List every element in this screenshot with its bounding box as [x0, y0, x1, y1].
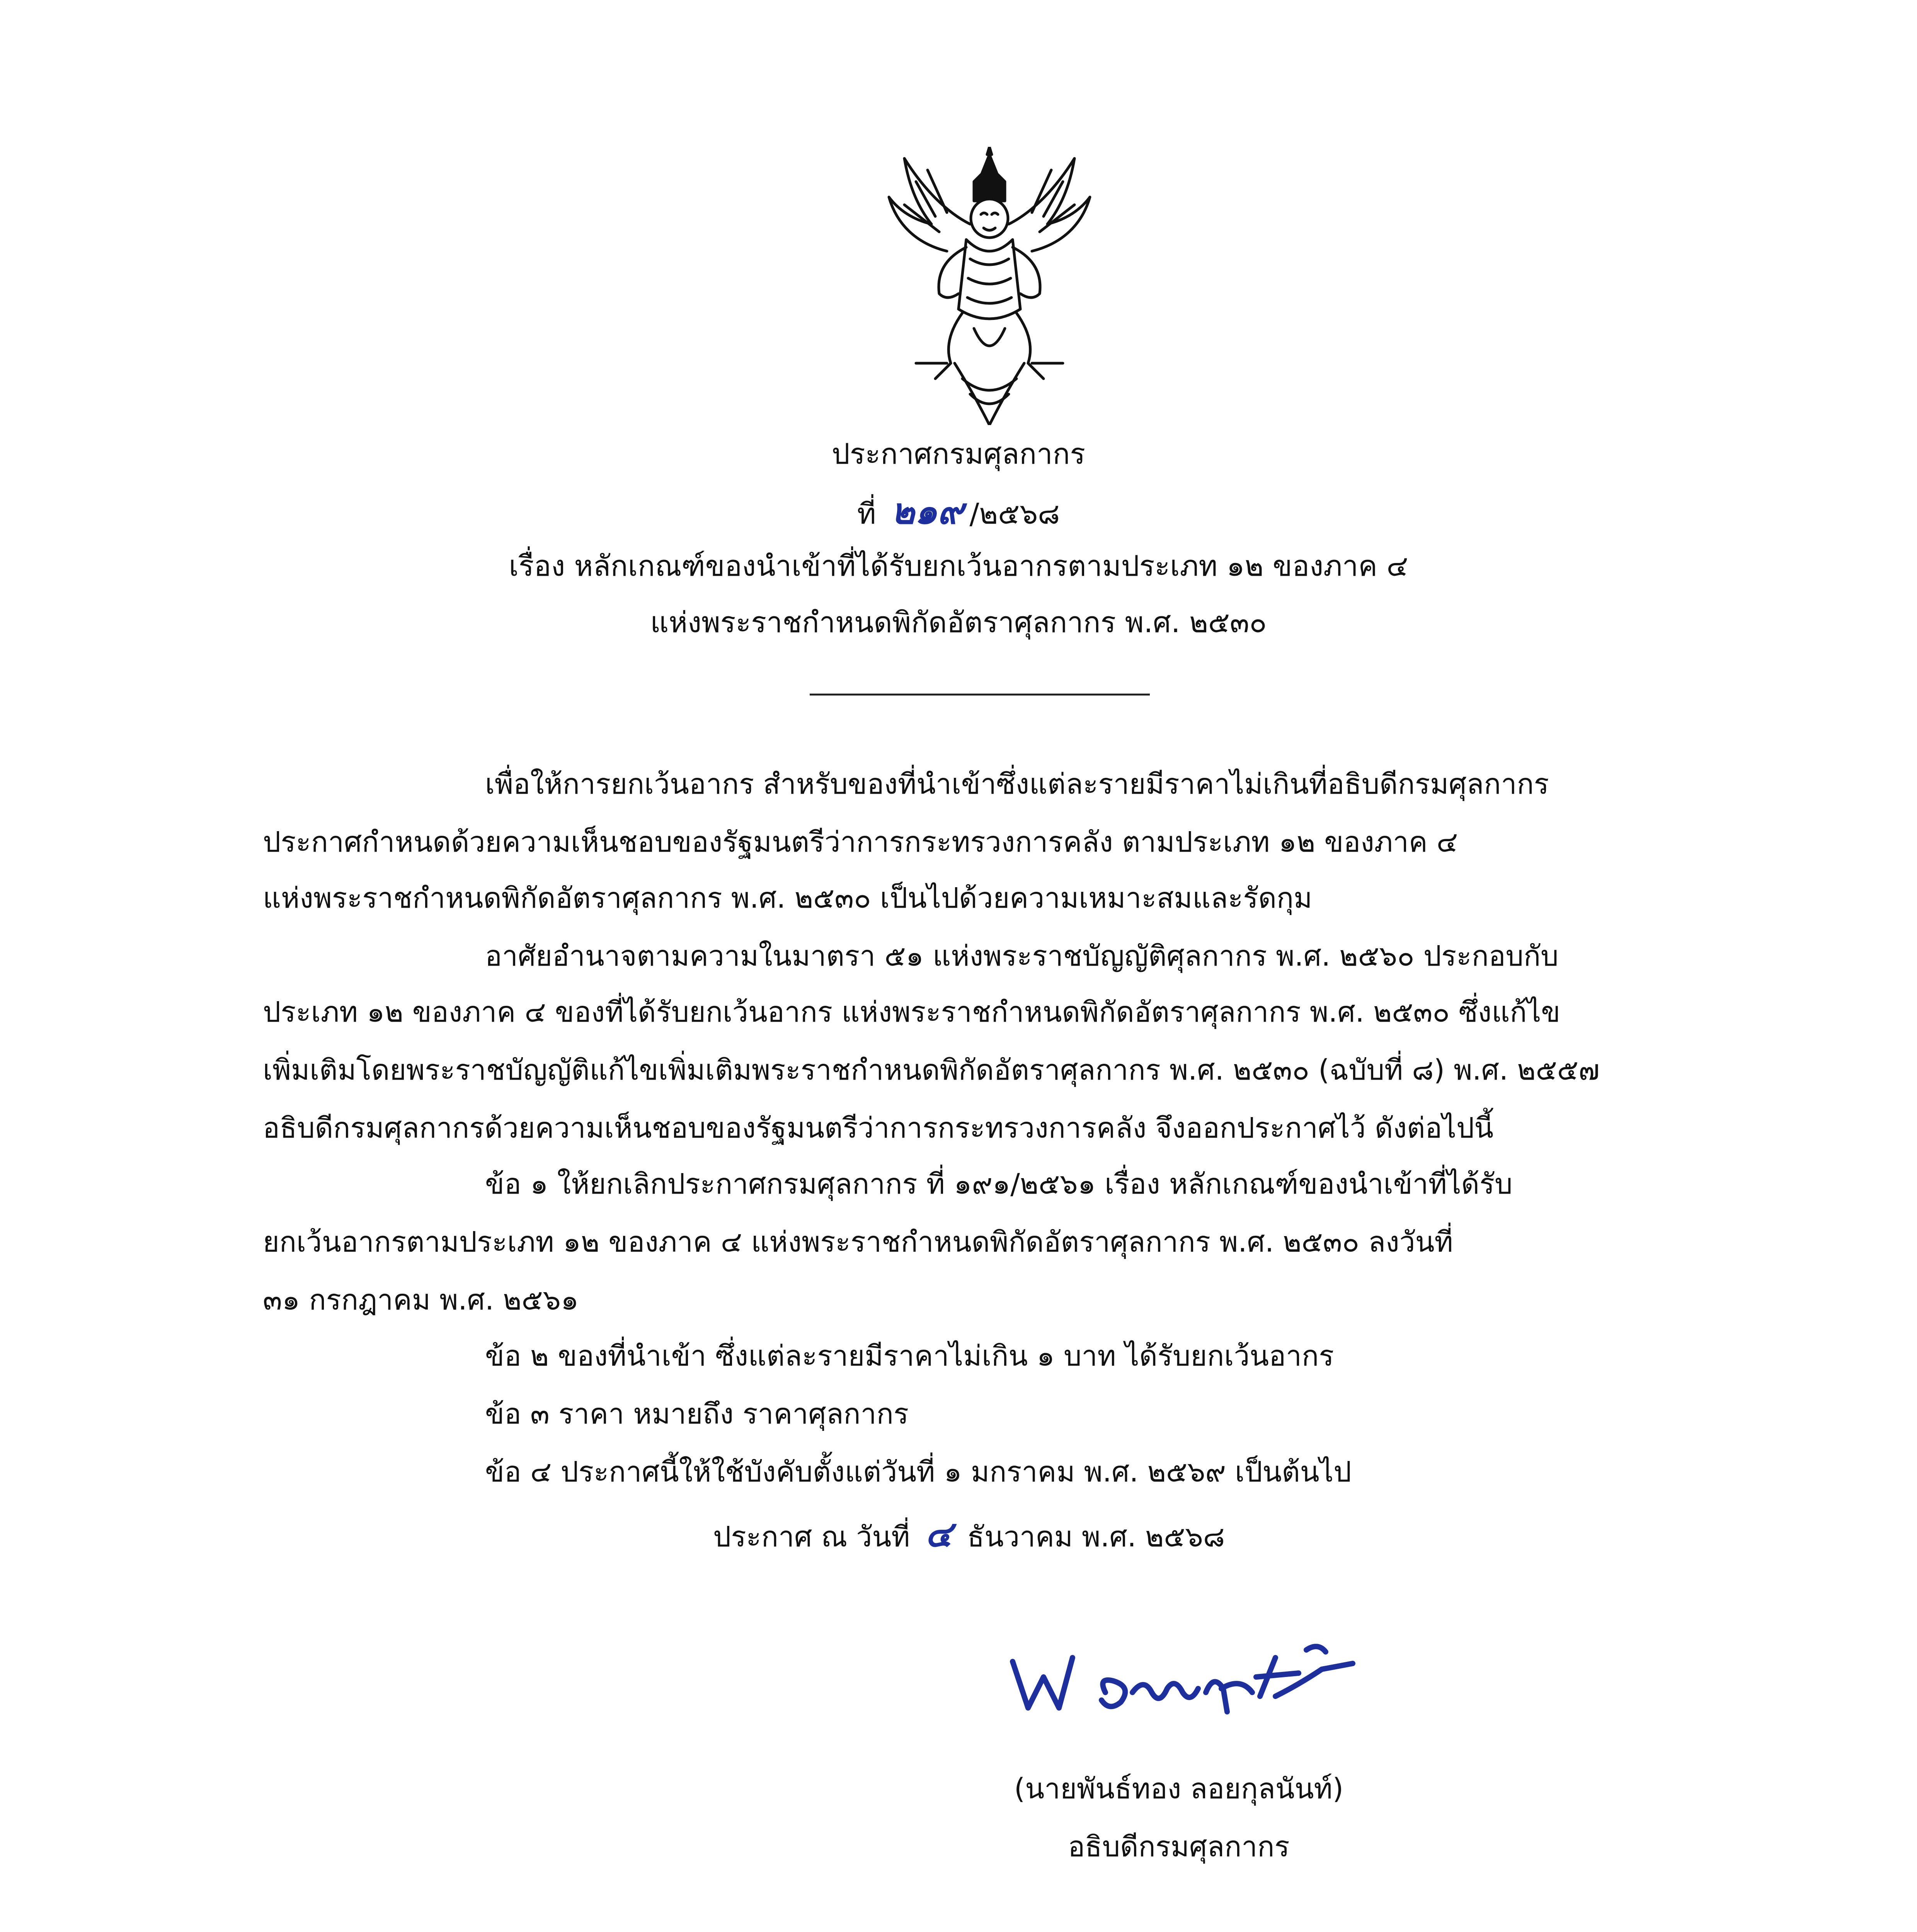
- handwritten-number: ๒๑๙: [891, 490, 964, 532]
- body-line: ประเภท ๑๒ ของภาค ๔ ของที่ได้รับยกเว้นอากร แห่งพระราชกำหนดพิกัดอัตราศุลกากร พ.ศ. ๒๕๓๐ ซึ่งแก้ไข: [263, 996, 1561, 1029]
- body-line: เพื่อให้การยกเว้นอากร สำหรับของที่นำเข้าซึ่งแต่ละรายมีราคาไม่เกินที่อธิบดีกรมศุลกากร: [485, 768, 1549, 801]
- clause-1-line: ยกเว้นอากรตามประเภท ๑๒ ของภาค ๔ แห่งพระราชกำหนดพิกัดอัตราศุลกากร พ.ศ. ๒๕๓๐ ลงวันที่: [263, 1226, 1453, 1259]
- issue-date-line: [713, 1513, 1225, 1558]
- clause-3: ข้อ ๓ ราคา หมายถึง ราคาศุลกากร: [485, 1398, 909, 1430]
- garuda-emblem-icon: [858, 147, 1121, 425]
- subject-line-1: เรื่อง หลักเกณฑ์ของนำเข้าที่ได้รับยกเว้นอากรตามประเภท ๑๒ ของภาค ๔: [509, 549, 1408, 583]
- signature-image: [1005, 1634, 1368, 1727]
- divider-line: [810, 694, 1150, 696]
- handwritten-day: ๔: [925, 1513, 952, 1555]
- body-line: อธิบดีกรมศุลกากรด้วยความเห็นชอบของรัฐมนตรีว่าการกระทรวงการคลัง จึงออกประกาศไว้ ดังต่อไปนี้: [263, 1112, 1494, 1145]
- body-line: เพิ่มเติมโดยพระราชบัญญัติแก้ไขเพิ่มเติมพระราชกำหนดพิกัดอัตราศุลกากร พ.ศ. ๒๕๓๐ (ฉบับที่ ๘) พ.ศ. ๒๕๕๗: [263, 1054, 1600, 1087]
- subject-line-2: แห่งพระราชกำหนดพิกัดอัตราศุลกากร พ.ศ. ๒๕๓๐: [650, 606, 1267, 639]
- clause-2: ข้อ ๒ ของที่นำเข้า ซึ่งแต่ละรายมีราคาไม่เกิน ๑ บาท ได้รับยกเว้นอากร: [485, 1340, 1334, 1372]
- number-prefix: ที่: [857, 497, 876, 531]
- clause-4: ข้อ ๔ ประกาศนี้ให้ใช้บังคับตั้งแต่วันที่ ๑ มกราคม พ.ศ. ๒๕๖๙ เป็นต้นไป: [485, 1456, 1352, 1488]
- announcement-title: ประกาศกรมศุลกากร: [831, 437, 1086, 471]
- body-line: อาศัยอำนาจตามความในมาตรา ๕๑ แห่งพระราชบัญญัติศุลกากร พ.ศ. ๒๕๖๐ ประกอบกับ: [485, 940, 1559, 973]
- number-suffix: /๒๕๖๘: [969, 497, 1060, 531]
- clause-1-line: ๓๑ กรกฎาคม พ.ศ. ๒๕๖๑: [263, 1284, 579, 1316]
- announcement-number: [0, 490, 1917, 535]
- date-suffix: ธันวาคม พ.ศ. ๒๕๖๘: [967, 1520, 1225, 1553]
- body-line: ประกาศกำหนดด้วยความเห็นชอบของรัฐมนตรีว่าการกระทรวงการคลัง ตามประเภท ๑๒ ของภาค ๔: [263, 826, 1458, 859]
- body-line: แห่งพระราชกำหนดพิกัดอัตราศุลกากร พ.ศ. ๒๕๓๐ เป็นไปด้วยความเหมาะสมและรัดกุม: [263, 882, 1313, 915]
- signer-name: (นายพันธ์ทอง ลอยกุลนันท์): [1014, 1772, 1344, 1805]
- date-prefix: ประกาศ ณ วันที่: [713, 1520, 910, 1553]
- clause-1-line: ข้อ ๑ ให้ยกเลิกประกาศกรมศุลกากร ที่ ๑๙๑/๒๕๖๑ เรื่อง หลักเกณฑ์ของนำเข้าที่ได้รับ: [485, 1168, 1513, 1201]
- signer-position: อธิบดีกรมศุลกากร: [1068, 1830, 1290, 1863]
